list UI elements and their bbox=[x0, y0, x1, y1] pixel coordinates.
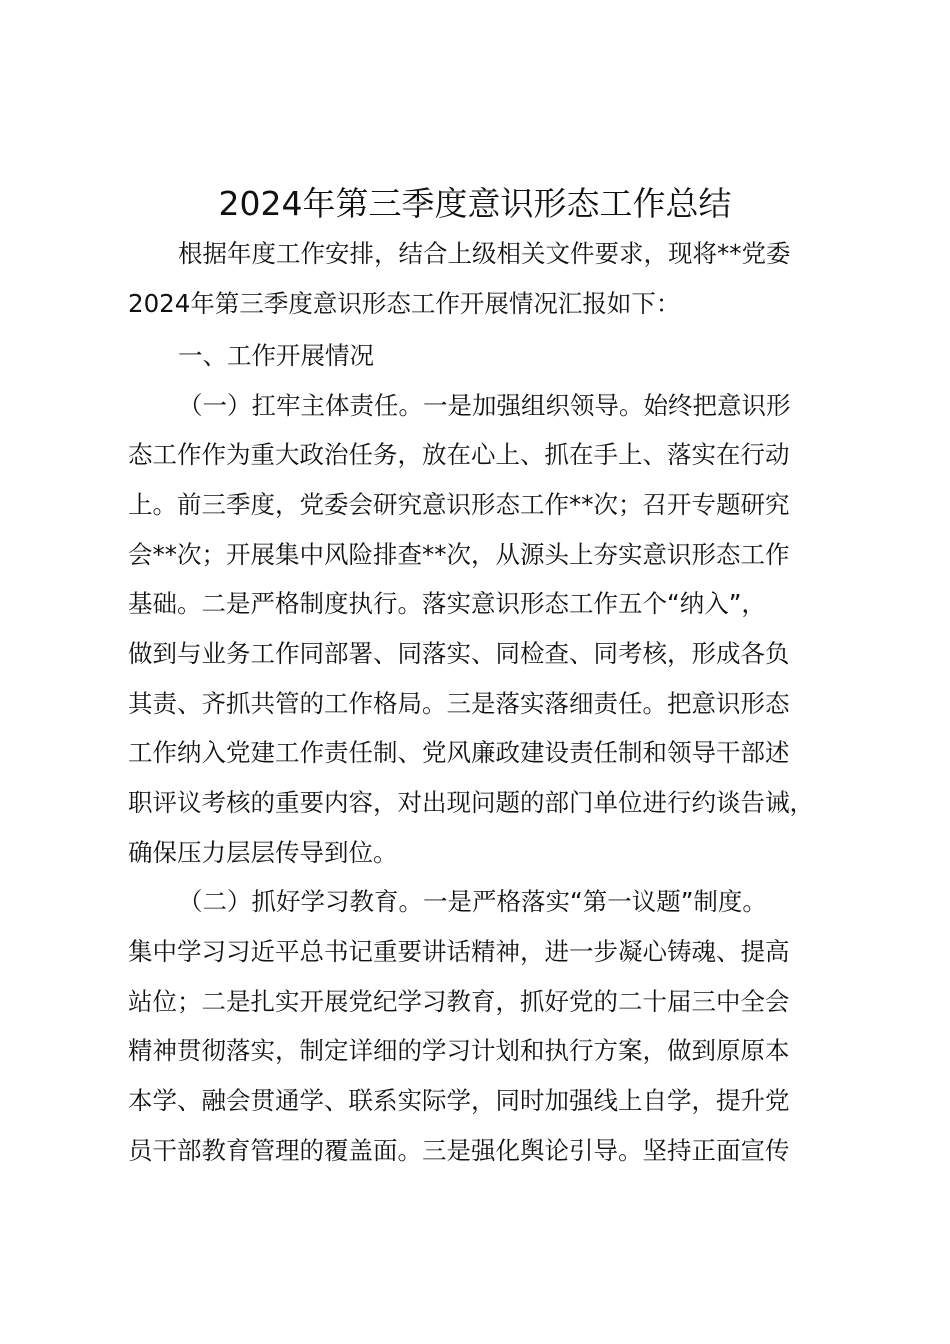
document-title: 2024年第三季度意识形态工作总结 bbox=[218, 184, 732, 223]
paragraph-1-line-3: 上。前三季度，党委会研究意识形态工作**次；召开专题研究 bbox=[128, 490, 790, 519]
intro-line-2: 2024年第三季度意识形态工作开展情况汇报如下： bbox=[128, 289, 681, 318]
paragraph-1-line-6: 做到与业务工作同部署、同落实、同检查、同考核，形成各负 bbox=[128, 639, 790, 668]
paragraph-1-line-7: 其责、齐抓共管的工作格局。三是落实落细责任。把意识形态 bbox=[128, 689, 790, 718]
paragraph-2-line-3: 站位；二是扎实开展党纪学习教育，抓好党的二十届三中全会 bbox=[128, 987, 790, 1016]
paragraph-1-line-10: 确保压力层层传导到位。 bbox=[128, 838, 398, 867]
paragraph-1-line-5: 基础。二是严格制度执行。落实意识形态工作五个“纳入”， bbox=[128, 589, 766, 618]
paragraph-1-line-8: 工作纳入党建工作责任制、党风廉政建设责任制和领导干部述 bbox=[128, 738, 790, 767]
paragraph-2-line-1: （二）抓好学习教育。一是严格落实“第一议题”制度。 bbox=[178, 887, 767, 916]
paragraph-1-line-2: 态工作作为重大政治任务，放在心上、抓在手上、落实在行动 bbox=[128, 440, 790, 469]
section-heading-1: 一、工作开展情况 bbox=[178, 341, 374, 370]
paragraph-2-line-6: 员干部教育管理的覆盖面。三是强化舆论引导。坚持正面宣传 bbox=[128, 1136, 790, 1165]
paragraph-2-line-5: 本学、融会贯通学、联系实际学，同时加强线上自学，提升党 bbox=[128, 1086, 790, 1115]
paragraph-2-line-4: 精神贯彻落实，制定详细的学习计划和执行方案，做到原原本 bbox=[128, 1036, 790, 1065]
intro-line-1: 根据年度工作安排，结合上级相关文件要求，现将**党委 bbox=[178, 239, 791, 268]
paragraph-2-line-2: 集中学习习近平总书记重要讲话精神，进一步凝心铸魂、提高 bbox=[128, 937, 790, 966]
paragraph-1-line-1: （一）扛牢主体责任。一是加强组织领导。始终把意识形 bbox=[178, 391, 791, 420]
paragraph-1-line-4: 会**次；开展集中风险排查**次，从源头上夯实意识形态工作 bbox=[128, 540, 790, 569]
paragraph-1-line-9: 职评议考核的重要内容，对出现问题的部门单位进行约谈告诫， bbox=[128, 788, 814, 817]
